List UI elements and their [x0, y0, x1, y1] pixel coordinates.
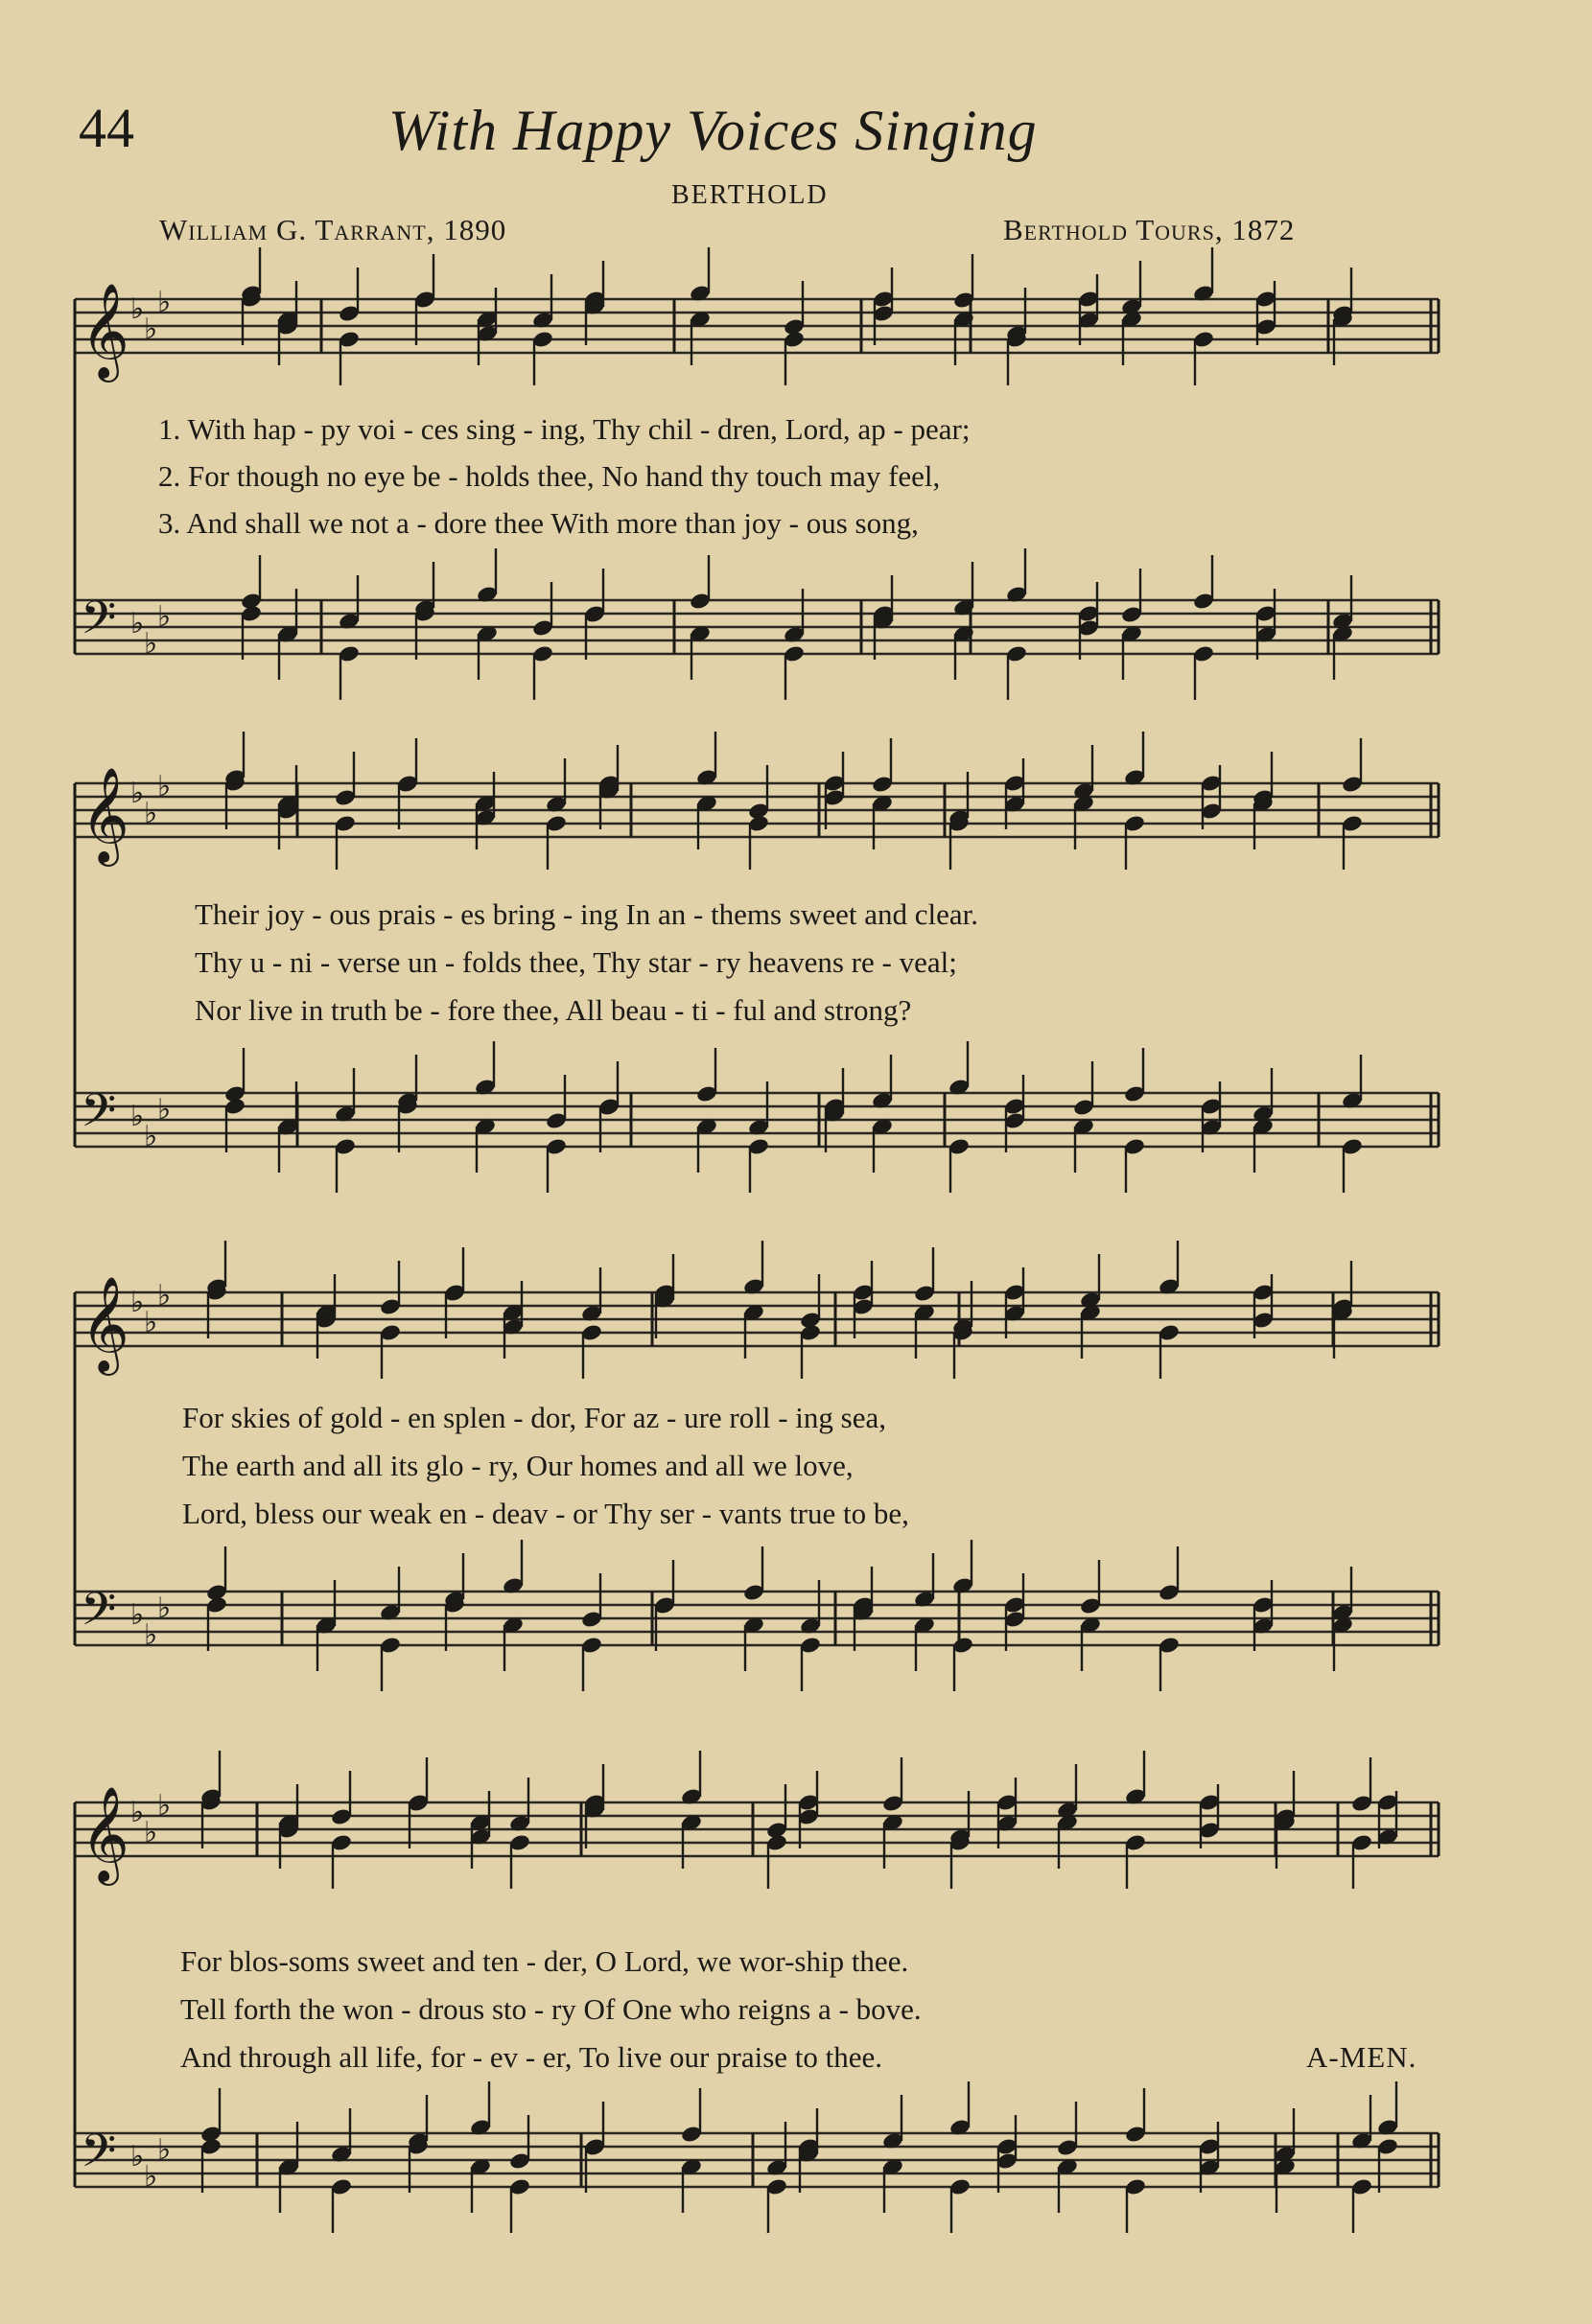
bass-clef: 𝄢 [81, 1582, 117, 1647]
lyric-line: 3. And shall we not a - dore thee With more than joy - ous song, [158, 506, 919, 540]
key-signature-flat: ♭ [130, 1598, 145, 1632]
lyric-line: 2. For though no eye be - holds thee, No hand thy touch may feel, [158, 459, 941, 493]
key-signature-flat: ♭ [144, 797, 158, 830]
key-signature-flat: ♭ [130, 1286, 145, 1319]
lyric-line: Nor live in truth be - fore thee, All beau - ti - ful and strong? [195, 993, 912, 1027]
key-signature-flat: ♭ [157, 1279, 172, 1313]
key-signature-flat: ♭ [157, 600, 172, 634]
lyric-line: Their joy - ous prais - es bring - ing In an - thems sweet and clear. [195, 897, 978, 931]
author-credit: William G. Tarrant, 1890 [159, 213, 507, 246]
lyric-line: 1. With hap - py voi - ces sing - ing, Thy chil - dren, Lord, ap - pear; [158, 412, 971, 446]
key-signature-flat: ♭ [144, 1306, 158, 1339]
treble-clef: 𝄞 [81, 283, 129, 379]
key-signature-flat: ♭ [130, 777, 145, 810]
bass-clef: 𝄢 [81, 2124, 117, 2189]
key-signature-flat: ♭ [130, 1796, 145, 1829]
key-signature-flat: ♭ [144, 1120, 158, 1153]
key-signature-flat: ♭ [144, 1618, 158, 1652]
hymn-title: With Happy Voices Singing [388, 99, 1038, 162]
bass-clef: 𝄢 [81, 591, 117, 656]
amen-label: A-MEN. [1306, 2040, 1417, 2074]
tune-name: BERTHOLD [671, 180, 829, 210]
key-signature-flat: ♭ [157, 286, 172, 319]
key-signature-flat: ♭ [130, 1100, 145, 1133]
key-signature-flat: ♭ [157, 1093, 172, 1127]
treble-clef: 𝄞 [81, 1786, 129, 1882]
key-signature-flat: ♭ [144, 1816, 158, 1849]
bass-clef: 𝄢 [81, 1083, 117, 1149]
treble-clef: 𝄞 [81, 1276, 129, 1372]
lyric-line: Thy u - ni - verse un - folds thee, Thy star - ry heavens re - veal; [195, 945, 957, 979]
key-signature-flat: ♭ [130, 2140, 145, 2173]
key-signature-flat: ♭ [144, 313, 158, 346]
lyric-line: For blos-soms sweet and ten - der, O Lord, we wor-ship thee. [180, 1944, 909, 1978]
key-signature-flat: ♭ [130, 292, 145, 326]
treble-clef: 𝄞 [81, 767, 129, 863]
lyric-line: And through all life, for - ev - er, To live our praise to thee. [180, 2040, 883, 2074]
key-signature-flat: ♭ [144, 627, 158, 661]
lyric-line: Tell forth the won - drous sto - ry Of One who reigns a - bove. [180, 1992, 922, 2026]
key-signature-flat: ♭ [130, 607, 145, 640]
page-number: 44 [79, 97, 134, 159]
key-signature-flat: ♭ [157, 2133, 172, 2167]
lyric-line: Lord, bless our weak en - deav - or Thy ser - vants true to be, [182, 1497, 909, 1530]
key-signature-flat: ♭ [157, 1789, 172, 1823]
key-signature-flat: ♭ [157, 1592, 172, 1625]
lyric-line: For skies of gold - en splen - dor, For az - ure roll - ing sea, [182, 1401, 886, 1434]
composer-credit: Berthold Tours, 1872 [1003, 213, 1296, 246]
key-signature-flat: ♭ [157, 770, 172, 803]
key-signature-flat: ♭ [144, 2160, 158, 2194]
lyric-line: The earth and all its glo - ry, Our homes and all we love, [182, 1449, 854, 1482]
